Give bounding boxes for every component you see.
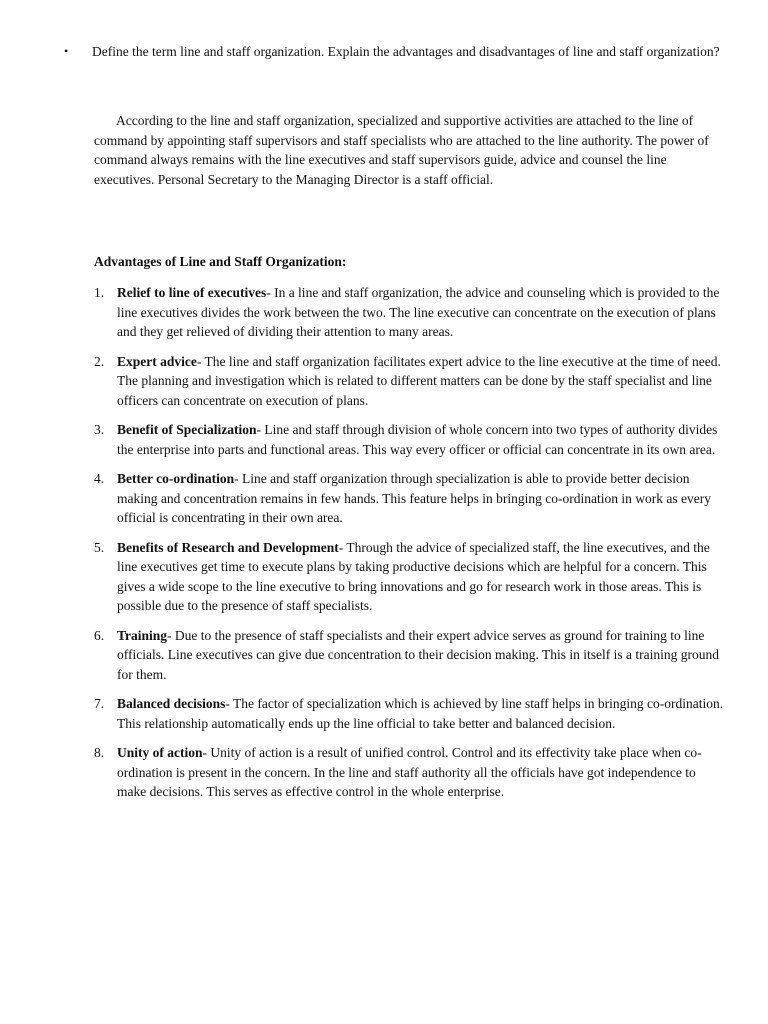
list-item-body	[117, 352, 724, 411]
list-item-number: 3.	[94, 422, 105, 437]
list-item-body	[117, 420, 724, 459]
list-item-number: 1.	[94, 285, 105, 300]
intro-paragraph: According to the line and staff organization, specialized and supportive activities are attached to the line of command by appointing staff supervisors and staff specialists who are attached to the line authority. The power of command always remains with the line executives and staff supervisors guide, advice and counsel the line executives. Personal Secretary to the Managing Director is a staff official.	[94, 113, 709, 187]
list-item-number: 8.	[94, 745, 105, 760]
list-item-text: - In a line and staff organization, the advice and counseling which is provided to the line executives divides the work between the two. The line executive can concentrate on the execution of plans and they get relieved of dividing their attention to many areas.	[117, 285, 720, 339]
list-item	[94, 694, 724, 733]
list-item-text: - The factor of specialization which is achieved by line staff helps in bringing co-ordination. This relationship automatically ends up the line official to take better and balanced decision.	[117, 696, 724, 731]
advantages-list	[94, 283, 724, 812]
list-item-text: - Through the advice of specialized staff, the line executives, and the line executives get time to execute plans by taking productive decisions which are helpful for a concern. This gives a wide scope to the line executive to bring innovations and go for research work in those areas. This is possible due to the presence of staff specialists.	[117, 539, 710, 613]
list-item-body	[117, 469, 724, 528]
list-item	[94, 538, 724, 616]
list-item	[94, 352, 724, 411]
list-item-text: - Unity of action is a result of unified control. Control and its effectivity take place when co-ordination is present in the concern. In the line and staff authority all the officials have got independence to make decisions. This serves as effective control in the whole enterprise.	[117, 745, 702, 799]
list-item-text: - Line and staff through division of whole concern into two types of authority divides the enterprise into parts and functional areas. This way every officer or official can concentrate in its own area.	[117, 422, 718, 457]
list-item	[94, 743, 724, 802]
list-item-text: - The line and staff organization facilitates expert advice to the line executive at the time of need. The planning and investigation which is related to different matters can be done by the staff specialist and line officers can concentrate on execution of plans.	[117, 353, 721, 408]
list-item-title: Balanced decisions	[117, 696, 226, 711]
question-bullet-item	[64, 42, 724, 62]
list-item-title: Unity of action	[117, 745, 203, 760]
list-item	[94, 283, 724, 342]
list-item-number: 2.	[94, 353, 105, 369]
list-item-number: 4.	[94, 471, 105, 486]
list-item-text: - Line and staff organization through specialization is able to provide better decision making and concentration remains in few hands. This feature helps in bringing co-ordination in work as every official is concentrating in their own area.	[117, 471, 711, 525]
list-item-number: 5.	[94, 539, 105, 555]
list-item	[94, 469, 724, 528]
list-item-body	[117, 283, 724, 342]
question-text: Define the term line and staff organization. Explain the advantages and disadvantages of line and staff organization?	[92, 44, 720, 59]
list-item-title: Benefits of Research and Development	[117, 539, 339, 555]
list-item	[94, 626, 724, 685]
list-item	[94, 420, 724, 459]
list-item-title: Relief to line of executives	[117, 285, 267, 300]
list-item-body	[117, 626, 724, 685]
list-item-number: 7.	[94, 696, 105, 711]
list-item-title: Expert advice	[117, 353, 197, 369]
list-item-title: Better co-ordination	[117, 471, 235, 486]
list-item-body	[117, 538, 724, 616]
list-item-body	[117, 694, 724, 733]
list-item-text: - Due to the presence of staff specialists and their expert advice serves as ground for training to line officials. Line executives can give due concentration to their decision making. This in itself is a training ground for them.	[117, 627, 719, 682]
list-item-body	[117, 743, 724, 802]
list-item-title: Benefit of Specialization	[117, 422, 257, 437]
list-item-number: 6.	[94, 627, 105, 643]
list-item-title: Training	[117, 627, 168, 643]
advantages-heading: Advantages of Line and Staff Organization:	[94, 254, 347, 269]
bullet-icon: •	[64, 44, 69, 58]
